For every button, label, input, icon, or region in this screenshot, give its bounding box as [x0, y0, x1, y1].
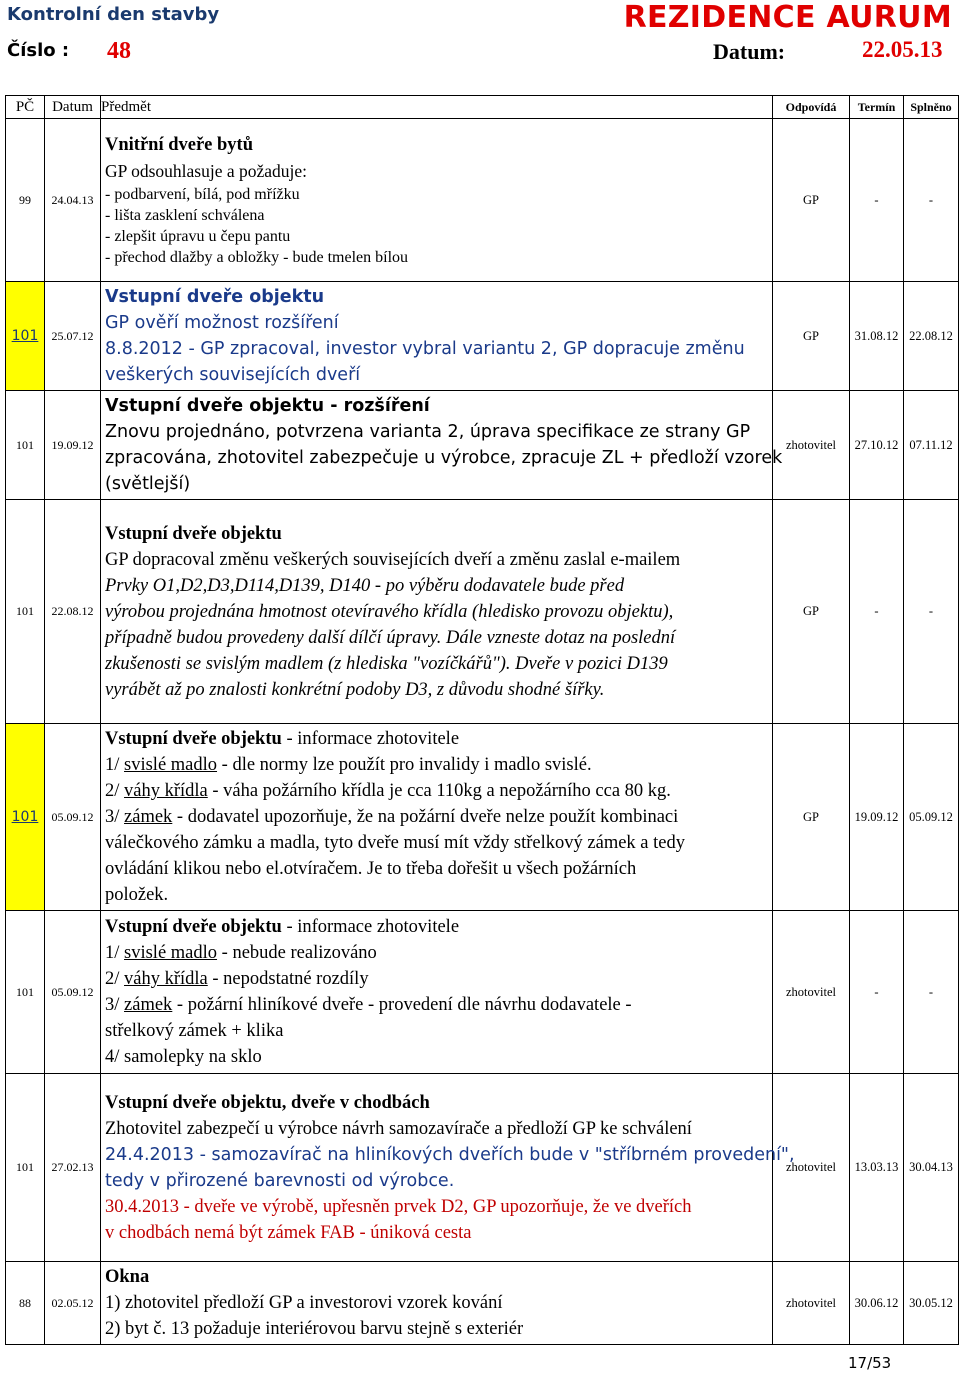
row-deadline: 19.09.12: [850, 724, 904, 911]
table-row: [6, 282, 959, 391]
col-odpovida: Odpovídá: [773, 96, 850, 119]
date-value: 22.05.13: [862, 37, 943, 62]
subject-line: GP odsouhlasuje a požaduje:: [105, 161, 308, 181]
subject-line: válečkového zámku a madla, tyto dveře musí mít vždy střelkový zámek a tedy: [105, 833, 685, 853]
subject-line: [105, 992, 769, 1018]
subject-line: 1) zhotovitel předloží GP a investorovi vzorek kování: [105, 1293, 503, 1313]
row-pc: 99: [6, 119, 45, 282]
item-text: - dodavatel upozorňuje, že na požární dveře nelze použít kombinaci: [172, 807, 679, 827]
item-number: 1/: [105, 755, 125, 775]
subject-line: 30.4.2013 - dveře ve výrobě, upřesněn prvek D2, GP upozorňuje, že ve dveřích: [105, 1196, 692, 1217]
subject-line: Prvky O1,D2,D3,D114,D139, D140 - po výběru dodavatele bude před: [105, 575, 625, 596]
subject-line: Znovu projednáno, potvrzena varianta 2, úprava specifikace ze strany GP: [105, 422, 751, 442]
meeting-table: [5, 95, 959, 1345]
item-keyword: svislé madlo: [124, 943, 218, 963]
item-text: - nebude realizováno: [217, 943, 377, 963]
table-row: [6, 391, 959, 500]
row-deadline: -: [850, 500, 904, 724]
subject-heading-line: [105, 726, 769, 752]
subject-line: - podbarvení, bílá, pod mřížku: [105, 186, 300, 203]
page-number: 17/53: [848, 1354, 892, 1372]
subject-heading: Vstupní dveře objektu - rozšíření: [105, 396, 430, 416]
row-pc: 101: [6, 724, 45, 911]
row-date: 02.05.12: [45, 1262, 101, 1345]
row-done: -: [904, 119, 959, 282]
subject-line: GP ověří možnost rozšíření: [105, 313, 339, 333]
row-responsible: GP: [773, 500, 850, 724]
subject-line: - zlepšit úpravu u čepu pantu: [105, 228, 291, 245]
date-label: Datum:: [713, 39, 786, 64]
subject-line: 2) byt č. 13 požaduje interiérovou barvu stejně s exteriér: [105, 1319, 524, 1339]
table-row: [6, 911, 959, 1074]
item-keyword: zámek: [124, 995, 173, 1015]
row-date: 27.02.13: [45, 1074, 101, 1262]
subject-line: [105, 804, 769, 830]
row-responsible: GP: [773, 724, 850, 911]
subject-line: 8.8.2012 - GP zpracoval, investor vybral variantu 2, GP dopracuje změnu: [105, 339, 745, 359]
item-keyword: zámek: [124, 807, 173, 827]
subject-line: položek.: [105, 885, 169, 905]
row-date: 24.04.13: [45, 119, 101, 282]
subject-heading: Vstupní dveře objektu: [105, 287, 325, 307]
subject-heading: Vnitřní dveře bytů: [105, 135, 253, 155]
row-responsible: GP: [773, 282, 850, 391]
subject-line: zkušenosti se svislým madlem (z hlediska "vozíčkářů"). Dveře v pozici D139: [105, 653, 668, 674]
row-responsible: zhotovitel: [773, 1074, 850, 1262]
row-pc: 101: [6, 282, 45, 391]
table-row: [6, 119, 959, 282]
item-number: 3/: [105, 807, 125, 827]
table-row: [6, 1074, 959, 1262]
subject-heading: Vstupní dveře objektu, dveře v chodbách: [105, 1092, 430, 1113]
row-deadline: 31.08.12: [850, 282, 904, 391]
col-predmet: Předmět: [101, 96, 773, 119]
row-subject: [101, 911, 773, 1074]
item-number: 2/: [105, 969, 125, 989]
row-done: 30.04.13: [904, 1074, 959, 1262]
row-deadline: 27.10.12: [850, 391, 904, 500]
subject-line: případně budou provedeny další dílčí úpravy. Dále vzneste dotaz na poslední: [105, 627, 676, 648]
row-deadline: -: [850, 119, 904, 282]
row-pc: 101: [6, 500, 45, 724]
row-pc: 88: [6, 1262, 45, 1345]
subject-heading: Okna: [105, 1267, 150, 1287]
row-done: 30.05.12: [904, 1262, 959, 1345]
row-done: -: [904, 911, 959, 1074]
col-datum: Datum: [45, 96, 101, 119]
row-deadline: 13.03.13: [850, 1074, 904, 1262]
subject-line: - lišta zasklení schválena: [105, 207, 265, 224]
row-done: -: [904, 500, 959, 724]
subject-line: [105, 940, 769, 966]
row-subject: [101, 1262, 773, 1345]
row-done: 05.09.12: [904, 724, 959, 911]
item-keyword: váhy křídla: [124, 781, 208, 801]
row-responsible: zhotovitel: [773, 911, 850, 1074]
row-date: 25.07.12: [45, 282, 101, 391]
item-text: - nepodstatné rozdíly: [207, 969, 369, 989]
row-subject: [101, 391, 783, 500]
subject-heading: Vstupní dveře objektu: [105, 523, 282, 544]
project-name: REZIDENCE AURUM: [623, 0, 952, 35]
row-responsible: GP: [773, 119, 850, 282]
subject-line: - přechod dlažby a obložky - bude tmelen bílou: [105, 249, 409, 266]
subject-line: [105, 778, 769, 804]
row-pc: 101: [6, 911, 45, 1074]
row-date: 22.08.12: [45, 500, 101, 724]
subject-line: [105, 966, 769, 992]
subject-line: v chodbách nemá být zámek FAB - úniková cesta: [105, 1222, 472, 1243]
row-pc: 101: [6, 391, 45, 500]
subject-line: tedy v přirozené barevnosti od výrobce.: [105, 1170, 455, 1191]
table-row: [6, 724, 959, 911]
subject-line: (světlejší): [105, 474, 191, 494]
row-deadline: 30.06.12: [850, 1262, 904, 1345]
col-splneno: Splněno: [904, 96, 959, 119]
row-subject: [101, 724, 773, 911]
row-date: 19.09.12: [45, 391, 101, 500]
subject-line: střelkový zámek + klika: [105, 1021, 284, 1041]
subject-heading-suffix: - informace zhotovitele: [281, 729, 460, 749]
table-row: [6, 1262, 959, 1345]
subject-line: veškerých souvisejících dveří: [105, 365, 361, 385]
table-header-row: [6, 96, 959, 119]
item-text: - váha požárního křídla je cca 110kg a nepožárního cca 80 kg.: [207, 781, 671, 801]
row-pc: 101: [6, 1074, 45, 1262]
subject-line: 24.4.2013 - samozavírač na hliníkových dveřích bude v "stříbrném provedení",: [105, 1144, 795, 1165]
subject-heading: Vstupní dveře objektu: [105, 917, 282, 937]
row-subject: [101, 1074, 795, 1262]
subject-line: zpracována, zhotovitel zabezpečuje u výrobce, zpracuje ZL + předloží vzorek: [105, 448, 783, 468]
item-number: 2/: [105, 781, 125, 801]
number-value: 48: [107, 38, 131, 64]
subject-line: ovládání klikou nebo el.otvíračem. Je to třeba dořešit u všech požárních: [105, 859, 637, 879]
subject-line: výrobou projednána hmotnost otevíravého křídla (hledisko provozu objektu),: [105, 601, 674, 622]
row-done: 07.11.12: [904, 391, 959, 500]
subject-line: vyrábět až po znalosti konkrétní podoby D3, z důvodu shodné šířky.: [105, 679, 605, 700]
item-keyword: váhy křídla: [124, 969, 208, 989]
row-subject: [101, 282, 773, 391]
subject-line: GP dopracoval změnu veškerých souvisejících dveří a změnu zaslal e-mailem: [105, 549, 681, 570]
subject-line: [105, 752, 769, 778]
number-label: Číslo :: [7, 40, 70, 61]
col-pc: PČ: [6, 96, 45, 119]
row-responsible: zhotovitel: [773, 1262, 850, 1345]
row-done: 22.08.12: [904, 282, 959, 391]
item-number: 1/: [105, 943, 125, 963]
subject-heading-line: [105, 914, 769, 940]
subject-heading: Vstupní dveře objektu: [105, 729, 282, 749]
row-date: 05.09.12: [45, 911, 101, 1074]
doc-title: Kontrolní den stavby: [7, 4, 220, 25]
table-row: [6, 500, 959, 724]
row-subject: [101, 500, 773, 724]
row-deadline: -: [850, 911, 904, 1074]
item-number: 3/: [105, 995, 125, 1015]
subject-line: Zhotovitel zabezpečí u výrobce návrh samozavírače a předloží GP ke schválení: [105, 1118, 692, 1139]
row-subject: [101, 119, 773, 282]
row-date: 05.09.12: [45, 724, 101, 911]
col-termin: Termín: [850, 96, 904, 119]
item-text: - dle normy lze použít pro invalidy i madlo svislé.: [217, 755, 592, 775]
subject-heading-suffix: - informace zhotovitele: [281, 917, 460, 937]
row-responsible: zhotovitel: [773, 391, 850, 500]
item-text: - požární hliníkové dveře - provedení dle návrhu dodavatele -: [172, 995, 632, 1015]
item-keyword: svislé madlo: [124, 755, 218, 775]
subject-line: 4/ samolepky na sklo: [105, 1047, 262, 1067]
